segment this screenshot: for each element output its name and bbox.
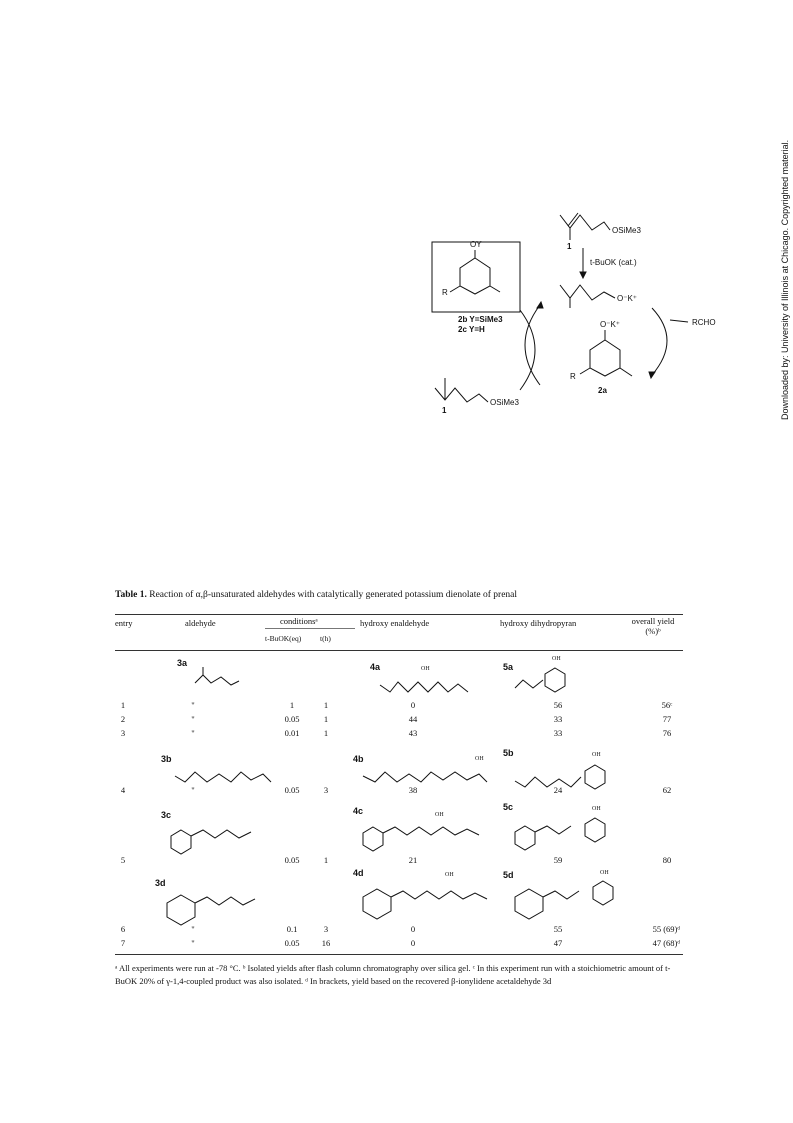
row-2-entry: 2 [120, 714, 126, 724]
table-title-bold: Table 1. [115, 590, 147, 600]
code-4b: 4b [353, 754, 364, 764]
catalyst-label: t-BuOK (cat.) [590, 258, 637, 267]
code-4c: 4c [353, 806, 364, 816]
row-6-entry: 6 [120, 924, 126, 934]
structure-5c [515, 810, 645, 855]
code-3d: 3d [155, 878, 166, 888]
row-3-eq: 0.01 [284, 728, 300, 738]
oh-label-5b: OH [592, 752, 601, 758]
row-1-dhp: 56 [553, 700, 563, 710]
row-6-dhp: 55 [553, 924, 563, 934]
intermediate-label: 2a [598, 386, 607, 395]
code-5d: 5d [503, 870, 514, 880]
row-2-eq: 0.05 [284, 714, 300, 724]
results-table [115, 610, 683, 960]
row-3-enal: 43 [408, 728, 418, 738]
row-3-dhp: 33 [553, 728, 563, 738]
table-bottom-rule [115, 954, 683, 955]
box-r: R [442, 288, 448, 297]
row-1-entry: 1 [120, 700, 126, 710]
scheme-drawing [420, 200, 720, 420]
structure-3a [195, 665, 255, 700]
row-3-entry: 3 [120, 728, 126, 738]
row-7-yield: 47 (68)ᵈ [652, 938, 680, 948]
compound1-top-label: 1 [567, 242, 572, 251]
row-5-eq: 0.05 [284, 855, 300, 865]
row-5-dhp: 59 [553, 855, 563, 865]
code-4a: 4a [370, 662, 381, 672]
row-2-t: 1 [323, 714, 329, 724]
compound1-bottom-group: OSiMe3 [490, 398, 519, 407]
row-3-aldehyde: " [191, 728, 195, 738]
row-3-t: 1 [323, 728, 329, 738]
oh-label-4a: OH [421, 666, 430, 672]
header-aldehyde: aldehyde [185, 618, 216, 628]
table-footnote: ᵃ All experiments were run at -78 °C. ᵇ Isolated yields after flash column chromatography over silica gel. ᶜ In this experiment run with a stoichiometric amount of t-BuOK 20% of γ-1,4-coupled product was also isolated. ᵈ In brackets, yield based on the recovered β-ionylidene acetaldehyde 3d [115, 963, 671, 986]
row-4-entry: 4 [120, 785, 126, 795]
row-4-t: 3 [323, 785, 329, 795]
structure-5b [515, 755, 645, 800]
row-7-aldehyde: " [191, 938, 195, 948]
compound1-bottom-label: 1 [442, 406, 447, 415]
conditions-rule [265, 628, 355, 629]
row-1-enal: 0 [410, 700, 416, 710]
row-2-dhp: 33 [553, 714, 563, 724]
oh-label-4c: OH [435, 812, 444, 818]
header-tbuok: t-BuOK(eq) [265, 634, 302, 643]
oh-label-4d: OH [445, 872, 454, 878]
oh-label-4b: OH [475, 756, 484, 762]
row-7-entry: 7 [120, 938, 126, 948]
structure-3d [167, 885, 277, 930]
download-notice: Downloaded by: University of Illinois at Chicago. Copyrighted material. [780, 139, 790, 420]
code-3c: 3c [161, 810, 172, 820]
oh-label-5d: OH [600, 870, 609, 876]
row-7-dhp: 47 [553, 938, 563, 948]
header-conditions: conditionsᵃ [280, 616, 318, 626]
row-4-yield: 62 [662, 785, 672, 795]
oh-label-5a: OH [552, 656, 561, 662]
row-5-t: 1 [323, 855, 329, 865]
box-line1: 2b Y=SiMe3 [458, 315, 503, 324]
row-3-yield: 76 [662, 728, 672, 738]
structure-5d [515, 875, 645, 925]
table-title-rest: Reaction of α,β-unsaturated aldehydes with catalytically generated potassium dienolate of prenal [146, 590, 518, 600]
row-2-aldehyde: " [191, 714, 195, 724]
enolate-charge: O⁻K⁺ [617, 294, 638, 303]
row-4-aldehyde: " [191, 785, 195, 795]
code-5b: 5b [503, 748, 514, 758]
oh-label-5c: OH [592, 806, 601, 812]
table-title [115, 590, 517, 600]
row-2-enal: 44 [408, 714, 418, 724]
row-2-yield: 77 [662, 714, 672, 724]
row-6-enal: 0 [410, 924, 416, 934]
table-header-rule [115, 650, 683, 651]
row-5-yield: 80 [662, 855, 672, 865]
code-5c: 5c [503, 802, 514, 812]
reagent-label: RCHO [692, 318, 716, 327]
row-5-entry: 5 [120, 855, 126, 865]
box-oy: OY [470, 240, 482, 249]
row-1-yield: 56ᶜ [661, 700, 673, 710]
row-5-enal: 21 [408, 855, 418, 865]
intermediate-r: R [570, 372, 576, 381]
header-dhp: hydroxy dihydropyran [500, 618, 577, 628]
row-6-yield: 55 (69)ᵈ [652, 924, 680, 934]
row-1-t: 1 [323, 700, 329, 710]
row-7-enal: 0 [410, 938, 416, 948]
box-line2: 2c Y=H [458, 325, 485, 334]
row-1-aldehyde: " [191, 700, 195, 710]
structure-3c [171, 818, 281, 858]
code-3b: 3b [161, 754, 172, 764]
header-entry: entry [115, 618, 133, 628]
row-6-eq: 0.1 [286, 924, 298, 934]
row-1-eq: 1 [289, 700, 295, 710]
structure-4b [363, 760, 493, 795]
intermediate-ok: O⁻K⁺ [600, 320, 621, 329]
row-4-dhp: 24 [553, 785, 563, 795]
row-4-enal: 38 [408, 785, 418, 795]
reaction-scheme [420, 200, 720, 420]
structure-4c [363, 815, 493, 855]
row-7-t: 16 [321, 938, 331, 948]
structure-4d [363, 875, 493, 925]
structure-5a [515, 660, 615, 700]
header-time: t(h) [320, 634, 331, 643]
code-4d: 4d [353, 868, 364, 878]
row-4-eq: 0.05 [284, 785, 300, 795]
structure-4a [380, 670, 500, 705]
row-7-eq: 0.05 [284, 938, 300, 948]
row-6-aldehyde: " [191, 924, 195, 934]
row-6-t: 3 [323, 924, 329, 934]
header-enal: hydroxy enaldehyde [360, 618, 430, 628]
code-5a: 5a [503, 662, 514, 672]
table-top-rule [115, 614, 683, 615]
header-yield: overall yield (%)ᵇ [631, 616, 675, 636]
code-3a: 3a [177, 658, 188, 668]
compound1-top-group: OSiMe3 [612, 226, 641, 235]
